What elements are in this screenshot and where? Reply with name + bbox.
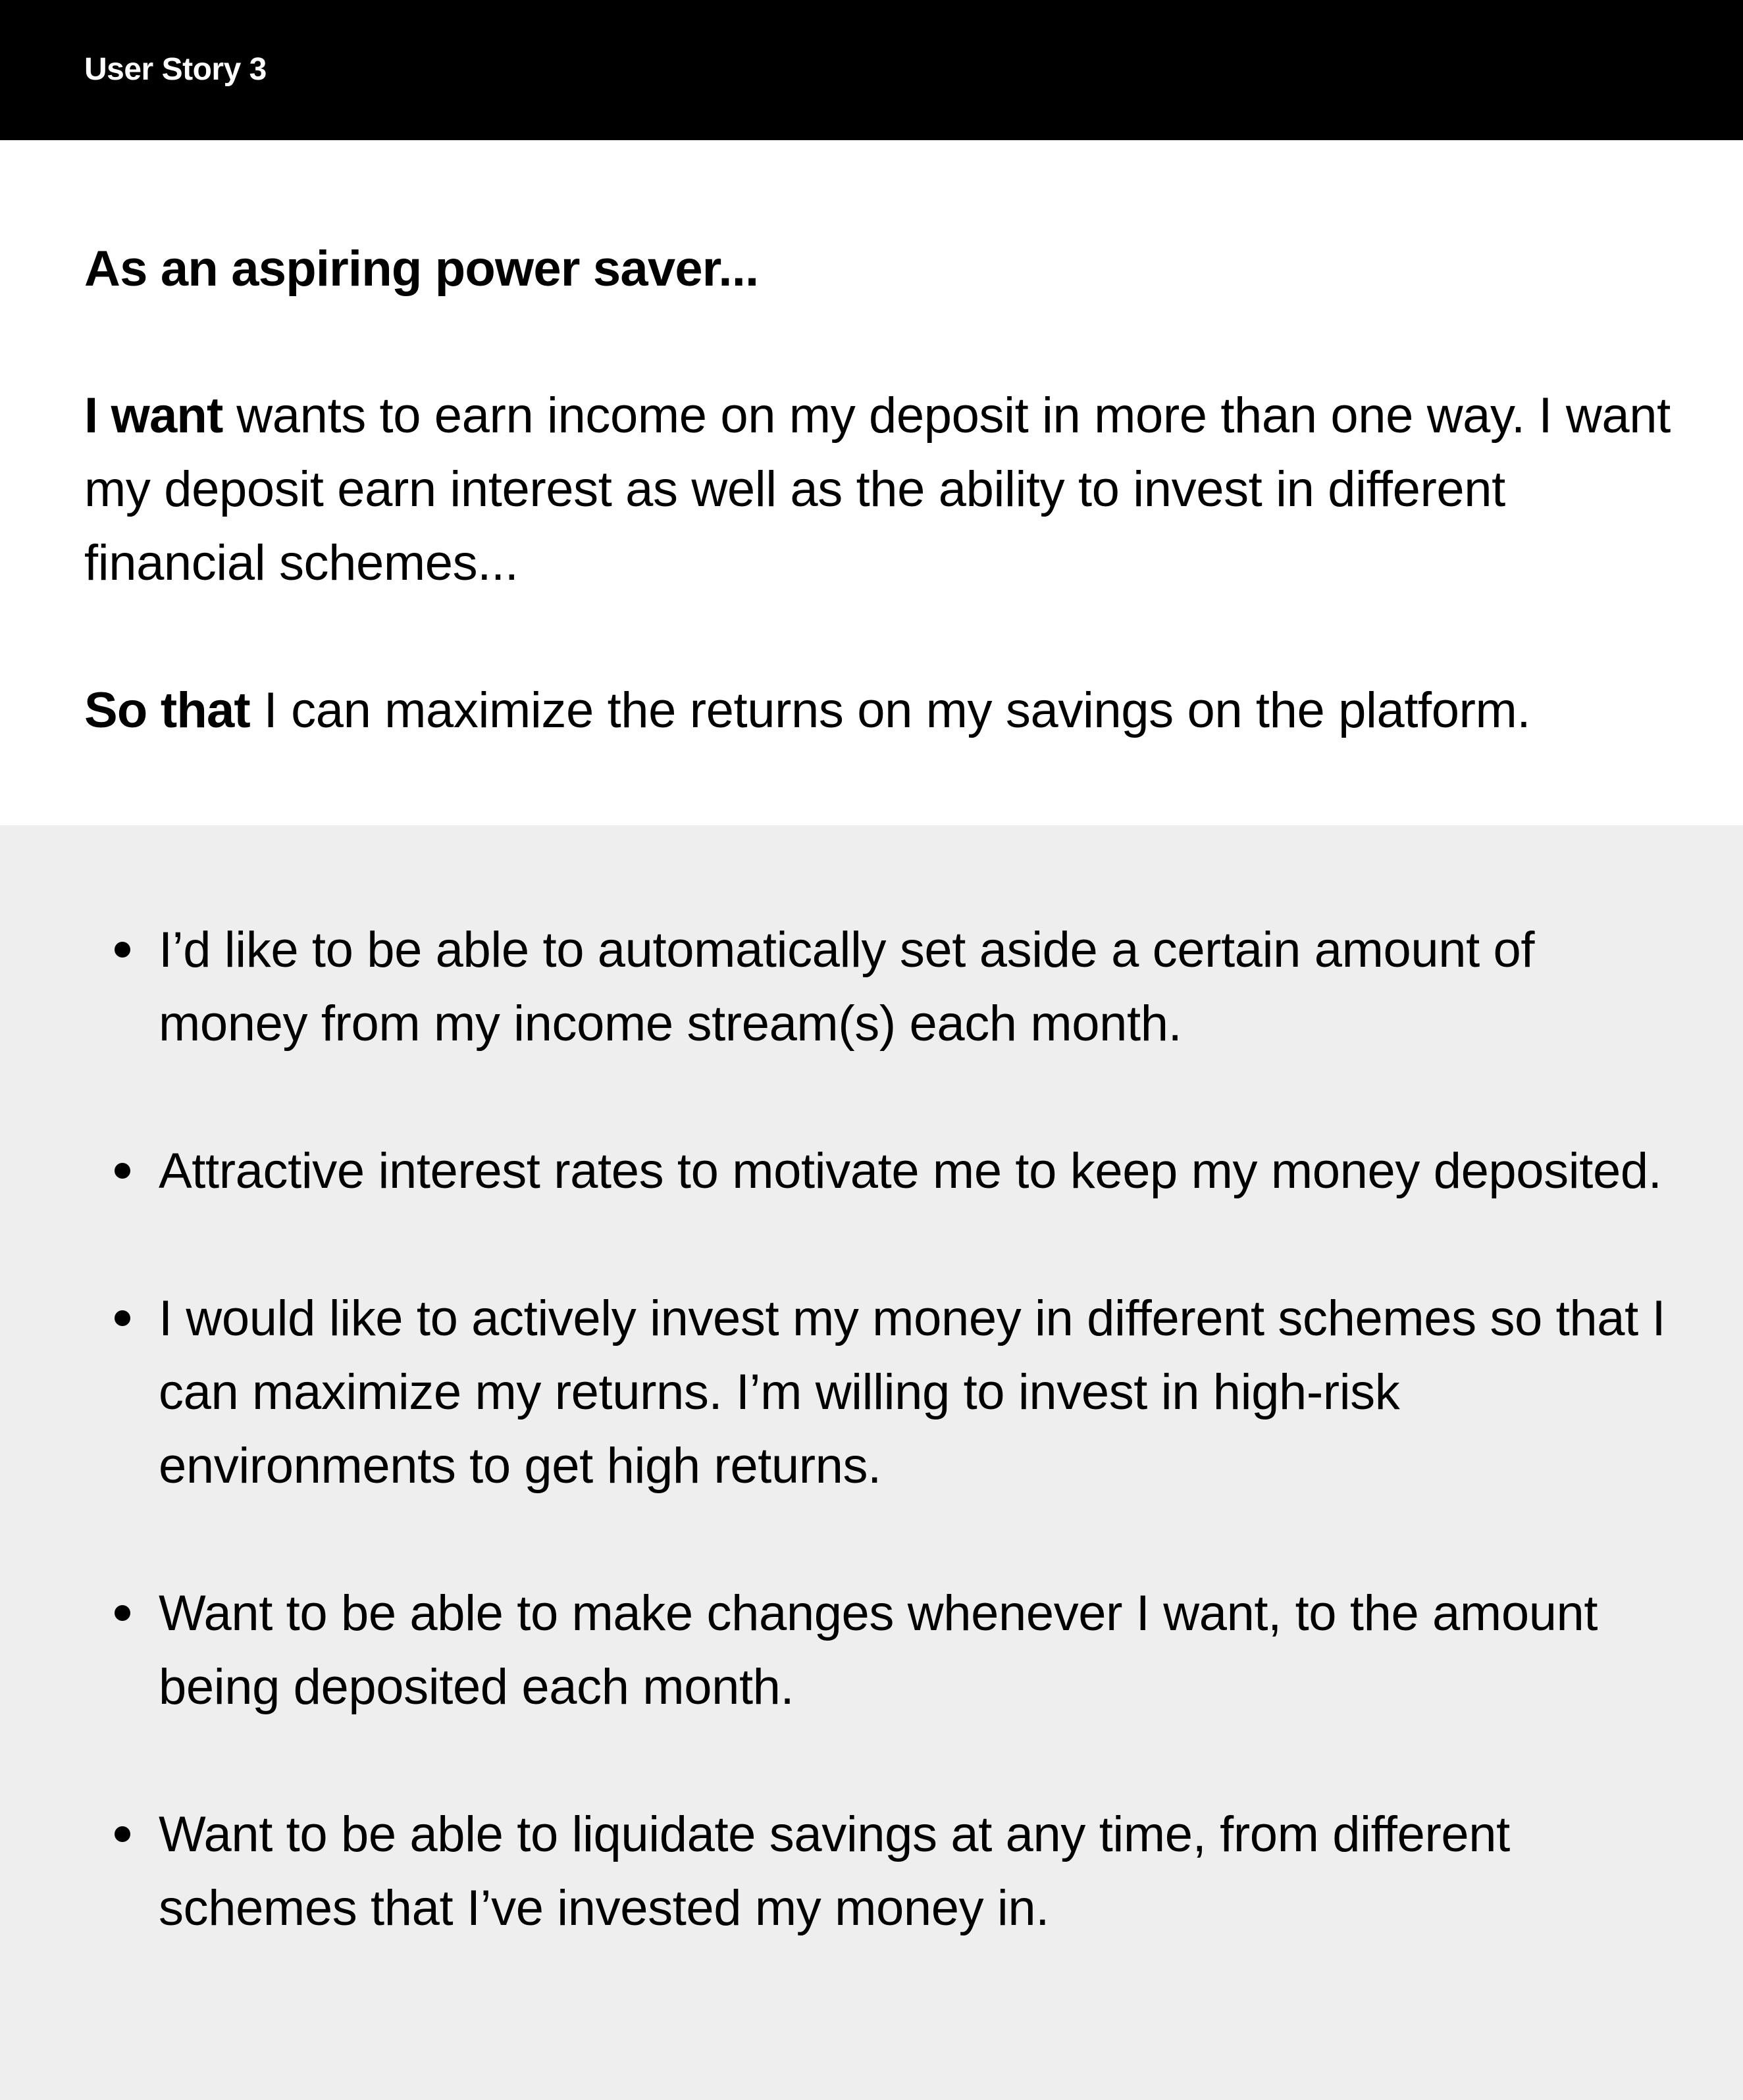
list-item-text: Want to be able to liquidate savings at any time, from different schemes that I’ve invested my money in. — [159, 1806, 1510, 1936]
bullet-icon — [115, 942, 130, 958]
so-that-statement — [84, 674, 1677, 748]
list-item — [0, 913, 1685, 1061]
list-item — [0, 1282, 1685, 1503]
list-item-text: I’d like to be able to automatically set aside a certain amount of money from my income stream(s) each month. — [159, 922, 1535, 1052]
list-item-text: Attractive interest rates to motivate me to keep my money deposited. — [159, 1143, 1662, 1199]
list-item-text: Want to be able to make changes whenever I want, to the amount being deposited each month. — [159, 1585, 1598, 1715]
want-statement — [84, 379, 1677, 600]
bullet-icon — [115, 1605, 130, 1621]
bullet-icon — [115, 1163, 130, 1179]
want-text: wants to earn income on my deposit in more than one way. I want my deposit earn interest as well as the ability to invest in different financial schemes... — [84, 388, 1671, 591]
so-that-text: I can maximize the returns on my savings on the platform. — [249, 682, 1531, 738]
list-item-text: I would like to actively invest my money in different schemes so that I can maximize my returns. I’m willing to invest in high-risk environments to get high returns. — [159, 1291, 1666, 1494]
list-item — [0, 1135, 1685, 1208]
bullet-icon — [115, 1826, 130, 1842]
bullet-icon — [115, 1310, 130, 1326]
want-keyword: I want — [84, 388, 223, 444]
criteria-list — [0, 913, 1743, 2019]
header-bar — [0, 0, 1743, 140]
criteria-panel — [0, 825, 1743, 2100]
list-item — [0, 1577, 1685, 1724]
page-title: User Story 3 — [84, 52, 267, 87]
so-that-keyword: So that — [84, 682, 250, 738]
story-heading: As an aspiring power saver... — [84, 241, 759, 297]
list-item — [0, 1798, 1685, 1945]
